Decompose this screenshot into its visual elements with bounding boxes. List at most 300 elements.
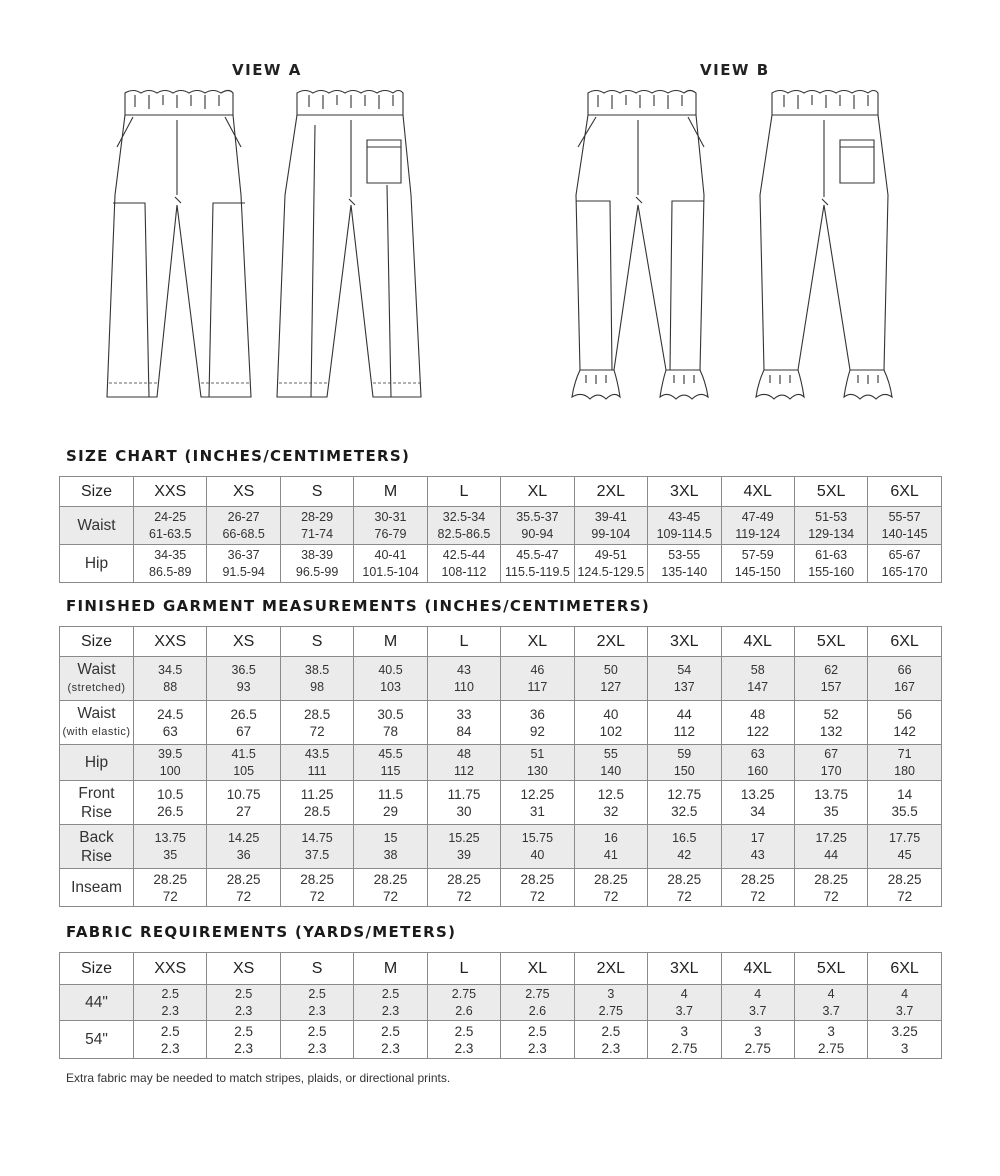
value-primary: 14 bbox=[897, 786, 913, 802]
value-secondary: 40 bbox=[530, 847, 545, 862]
value-cell bbox=[354, 701, 427, 745]
value-secondary: 78 bbox=[383, 723, 399, 739]
size-header-cell: 2XL bbox=[574, 477, 647, 507]
table-header-row bbox=[60, 627, 942, 657]
value-secondary: 122 bbox=[746, 723, 769, 739]
value-secondary: 100 bbox=[159, 763, 181, 778]
value-secondary: 101.5-104 bbox=[362, 564, 419, 579]
size-header-cell: XXS bbox=[134, 627, 207, 657]
value-primary: 17.75 bbox=[888, 830, 921, 845]
size-header-cell: XL bbox=[501, 477, 574, 507]
value-cell bbox=[134, 1021, 207, 1059]
value-secondary: 72 bbox=[383, 888, 399, 904]
row-label-sub: (with elastic) bbox=[62, 725, 131, 738]
value-primary: 24.5 bbox=[157, 706, 184, 722]
value-secondary: 119-124 bbox=[735, 526, 781, 541]
value-secondary: 72 bbox=[309, 723, 325, 739]
value-secondary: 2.75 bbox=[671, 1040, 698, 1056]
value-secondary: 82.5-86.5 bbox=[437, 526, 491, 541]
value-secondary: 112 bbox=[673, 723, 696, 739]
value-cell bbox=[794, 869, 867, 907]
value-primary: 12.5 bbox=[597, 786, 624, 802]
value-primary: 2.5 bbox=[308, 986, 326, 1001]
value-secondary: 35 bbox=[163, 847, 178, 862]
value-primary: 11.5 bbox=[377, 786, 404, 802]
value-cell bbox=[207, 985, 280, 1021]
value-cell bbox=[427, 1021, 500, 1059]
value-secondary: 31 bbox=[529, 803, 545, 819]
size-header-cell: 6XL bbox=[868, 627, 941, 657]
value-primary: 17 bbox=[750, 830, 765, 845]
value-primary: 2.5 bbox=[381, 986, 400, 1001]
value-secondary: 61-63.5 bbox=[149, 526, 192, 541]
table-header-row bbox=[60, 953, 942, 985]
value-primary: 61-63 bbox=[815, 547, 848, 562]
value-secondary: 44 bbox=[824, 847, 839, 862]
row-label-text: Rise bbox=[80, 803, 112, 821]
value-cell bbox=[574, 781, 647, 825]
value-primary: 3.25 bbox=[891, 1023, 918, 1039]
value-cell bbox=[280, 745, 353, 781]
value-primary: 2.5 bbox=[528, 1023, 547, 1039]
size-header-cell: 2XL bbox=[574, 627, 647, 657]
value-primary: 28.5 bbox=[303, 706, 331, 722]
value-secondary: 147 bbox=[747, 679, 769, 694]
value-secondary: 102 bbox=[599, 723, 623, 739]
value-cell bbox=[354, 1021, 427, 1059]
size-header-cell: XS bbox=[207, 627, 280, 657]
value-primary: 28.25 bbox=[667, 871, 702, 887]
view-b-front-illustration bbox=[566, 85, 714, 410]
view-b-title: VIEW B bbox=[700, 61, 770, 79]
value-secondary: 180 bbox=[894, 763, 916, 778]
value-secondary: 2.3 bbox=[308, 1003, 326, 1018]
value-cell bbox=[721, 745, 794, 781]
view-b-back-illustration bbox=[748, 85, 896, 410]
value-cell bbox=[868, 825, 941, 869]
size-header-cell: 5XL bbox=[794, 477, 867, 507]
value-cell bbox=[427, 657, 500, 701]
size-header-cell: XXS bbox=[134, 953, 207, 985]
value-cell bbox=[501, 1021, 574, 1059]
value-secondary: 66-68.5 bbox=[222, 526, 265, 541]
size-header-cell: 5XL bbox=[794, 953, 867, 985]
fabric-requirements-title: FABRIC REQUIREMENTS (YARDS/METERS) bbox=[66, 923, 457, 941]
size-header-cell: L bbox=[427, 627, 500, 657]
size-header-cell: M bbox=[354, 627, 427, 657]
value-cell bbox=[134, 701, 207, 745]
table-row bbox=[60, 545, 942, 583]
value-secondary: 110 bbox=[454, 679, 474, 694]
value-cell bbox=[280, 545, 353, 583]
value-cell bbox=[868, 1021, 941, 1059]
value-cell bbox=[574, 869, 647, 907]
value-primary: 2.5 bbox=[307, 1023, 327, 1039]
size-header-cell: S bbox=[280, 477, 353, 507]
value-secondary: 72 bbox=[897, 888, 913, 904]
value-cell bbox=[354, 869, 427, 907]
value-cell bbox=[794, 985, 867, 1021]
size-header-cell: 4XL bbox=[721, 627, 794, 657]
value-secondary: 111 bbox=[307, 763, 327, 778]
value-secondary: 135-140 bbox=[661, 564, 708, 579]
value-secondary: 2.3 bbox=[160, 1040, 180, 1056]
value-cell bbox=[134, 985, 207, 1021]
value-cell bbox=[427, 745, 500, 781]
value-primary: 16 bbox=[603, 830, 618, 845]
value-cell bbox=[501, 825, 574, 869]
value-cell bbox=[427, 545, 500, 583]
value-primary: 28.25 bbox=[887, 871, 922, 887]
table-row bbox=[60, 745, 942, 781]
value-primary: 57-59 bbox=[741, 547, 774, 562]
row-label-text: Hip bbox=[84, 754, 109, 771]
value-secondary: 34 bbox=[750, 803, 766, 819]
value-cell bbox=[280, 781, 353, 825]
value-primary: 47-49 bbox=[741, 509, 774, 524]
value-cell bbox=[354, 507, 427, 545]
value-primary: 40 bbox=[603, 706, 619, 722]
value-secondary: 41 bbox=[603, 847, 618, 862]
row-label bbox=[60, 657, 134, 701]
value-cell bbox=[648, 545, 721, 583]
value-primary: 15.25 bbox=[448, 830, 480, 845]
value-cell bbox=[134, 545, 207, 583]
size-header-cell: S bbox=[280, 627, 353, 657]
value-primary: 65-67 bbox=[888, 547, 921, 562]
size-header-label: Size bbox=[60, 477, 134, 507]
size-header-cell: L bbox=[427, 953, 500, 985]
value-primary: 52 bbox=[823, 706, 839, 722]
view-a-back-illustration bbox=[275, 85, 423, 400]
size-header-cell: XL bbox=[501, 627, 574, 657]
value-secondary: 72 bbox=[750, 888, 766, 904]
value-cell bbox=[280, 1021, 353, 1059]
value-primary: 55-57 bbox=[888, 509, 921, 524]
value-secondary: 2.6 bbox=[455, 1003, 473, 1018]
finished-measurements-title: FINISHED GARMENT MEASUREMENTS (INCHES/CENTIMETERS) bbox=[66, 597, 651, 615]
value-primary: 28.25 bbox=[593, 871, 628, 887]
value-cell bbox=[868, 545, 941, 583]
row-label-text: Waist bbox=[77, 704, 116, 722]
row-label bbox=[60, 781, 134, 825]
value-cell bbox=[574, 1021, 647, 1059]
value-cell bbox=[280, 825, 353, 869]
size-header-cell: L bbox=[427, 477, 500, 507]
row-label-text: Waist bbox=[77, 660, 116, 678]
value-cell bbox=[794, 507, 867, 545]
row-label bbox=[60, 985, 134, 1021]
value-secondary: 3.7 bbox=[895, 1003, 914, 1018]
value-secondary: 91.5-94 bbox=[222, 564, 265, 579]
value-primary: 2.5 bbox=[160, 1023, 180, 1039]
value-secondary: 129-134 bbox=[808, 526, 855, 541]
table-row bbox=[60, 781, 942, 825]
value-secondary: 96.5-99 bbox=[295, 564, 339, 579]
value-cell bbox=[280, 869, 353, 907]
value-secondary: 72 bbox=[309, 888, 325, 904]
value-primary: 4 bbox=[754, 986, 762, 1001]
value-primary: 30-31 bbox=[374, 509, 407, 524]
value-secondary: 167 bbox=[894, 679, 916, 694]
value-primary: 3 bbox=[753, 1023, 762, 1039]
value-secondary: 39 bbox=[457, 847, 471, 862]
row-label-text: Back bbox=[79, 828, 114, 846]
value-primary: 12.25 bbox=[520, 786, 555, 802]
value-secondary: 99-104 bbox=[591, 526, 631, 541]
finished-measurements-table bbox=[59, 626, 942, 907]
value-secondary: 72 bbox=[676, 888, 692, 904]
row-label-text: Rise bbox=[80, 847, 112, 865]
value-cell bbox=[134, 869, 207, 907]
value-primary: 41.5 bbox=[231, 746, 256, 761]
value-cell bbox=[721, 701, 794, 745]
value-secondary: 27 bbox=[236, 803, 252, 819]
table-row bbox=[60, 657, 942, 701]
value-primary: 2.5 bbox=[161, 986, 179, 1001]
value-primary: 16.5 bbox=[672, 830, 697, 845]
value-secondary: 26.5 bbox=[157, 803, 184, 819]
value-secondary: 72 bbox=[456, 888, 472, 904]
value-primary: 24-25 bbox=[154, 509, 187, 524]
value-primary: 4 bbox=[827, 986, 835, 1001]
value-cell bbox=[427, 701, 500, 745]
value-cell bbox=[648, 825, 721, 869]
value-primary: 28.25 bbox=[814, 871, 849, 887]
value-secondary: 140 bbox=[600, 763, 622, 778]
value-primary: 28.25 bbox=[520, 871, 555, 887]
value-cell bbox=[427, 507, 500, 545]
fabric-note: Extra fabric may be needed to match stripes, plaids, or directional prints. bbox=[66, 1071, 451, 1085]
value-secondary: 160 bbox=[747, 763, 769, 778]
value-cell bbox=[868, 745, 941, 781]
value-cell bbox=[794, 657, 867, 701]
value-cell bbox=[134, 507, 207, 545]
value-secondary: 32.5 bbox=[671, 803, 698, 819]
size-header-cell: 4XL bbox=[721, 477, 794, 507]
value-primary: 45.5-47 bbox=[516, 547, 559, 562]
value-secondary: 130 bbox=[526, 763, 548, 778]
value-secondary: 170 bbox=[820, 763, 842, 778]
value-primary: 3 bbox=[680, 1023, 689, 1039]
value-cell bbox=[207, 869, 280, 907]
value-primary: 56 bbox=[897, 706, 913, 722]
view-a-title: VIEW A bbox=[232, 61, 302, 79]
value-cell bbox=[794, 701, 867, 745]
value-secondary: 2.6 bbox=[528, 1003, 547, 1018]
value-cell bbox=[721, 657, 794, 701]
size-header-cell: 6XL bbox=[868, 477, 941, 507]
fabric-requirements-table bbox=[59, 952, 942, 1059]
value-secondary: 2.3 bbox=[234, 1040, 254, 1056]
value-cell bbox=[574, 985, 647, 1021]
row-label bbox=[60, 1021, 134, 1059]
value-cell bbox=[354, 825, 427, 869]
value-secondary: 2.3 bbox=[528, 1040, 547, 1056]
value-primary: 40-41 bbox=[374, 547, 407, 562]
value-cell bbox=[648, 701, 721, 745]
value-secondary: 2.3 bbox=[234, 1003, 253, 1018]
value-secondary: 2.3 bbox=[601, 1040, 621, 1056]
value-cell bbox=[207, 745, 280, 781]
value-primary: 15.75 bbox=[521, 830, 554, 845]
size-chart-title: SIZE CHART (INCHES/CENTIMETERS) bbox=[66, 447, 411, 465]
value-secondary: 115 bbox=[380, 763, 401, 778]
value-primary: 2.5 bbox=[601, 1023, 621, 1039]
value-cell bbox=[868, 781, 941, 825]
value-primary: 48 bbox=[457, 746, 471, 761]
value-secondary: 72 bbox=[236, 888, 252, 904]
table-row bbox=[60, 825, 942, 869]
value-secondary: 32 bbox=[603, 803, 619, 819]
size-header-label: Size bbox=[60, 627, 134, 657]
value-secondary: 2.3 bbox=[381, 1040, 400, 1056]
value-secondary: 90-94 bbox=[521, 526, 554, 541]
size-header-label: Size bbox=[60, 953, 134, 985]
value-secondary: 155-160 bbox=[808, 564, 855, 579]
value-cell bbox=[501, 507, 574, 545]
value-cell bbox=[134, 825, 207, 869]
value-secondary: 37.5 bbox=[304, 847, 330, 862]
size-header-cell: XL bbox=[501, 953, 574, 985]
value-cell bbox=[574, 701, 647, 745]
value-primary: 11.75 bbox=[447, 786, 481, 802]
value-primary: 11.25 bbox=[300, 786, 334, 802]
row-label bbox=[60, 701, 134, 745]
value-primary: 45.5 bbox=[378, 746, 403, 761]
value-primary: 28.25 bbox=[373, 871, 408, 887]
value-cell bbox=[868, 701, 941, 745]
value-primary: 2.5 bbox=[234, 986, 253, 1001]
value-secondary: 98 bbox=[310, 679, 325, 694]
value-secondary: 132 bbox=[819, 723, 843, 739]
value-secondary: 38 bbox=[383, 847, 398, 862]
value-secondary: 35 bbox=[823, 803, 839, 819]
value-cell bbox=[574, 745, 647, 781]
value-primary: 67 bbox=[824, 746, 839, 761]
value-primary: 66 bbox=[897, 662, 912, 677]
value-secondary: 2.75 bbox=[818, 1040, 845, 1056]
size-header-cell: 2XL bbox=[574, 953, 647, 985]
value-primary: 40.5 bbox=[378, 662, 403, 677]
row-label bbox=[60, 507, 134, 545]
value-cell bbox=[427, 985, 500, 1021]
size-chart-table bbox=[59, 476, 942, 583]
value-primary: 12.75 bbox=[667, 786, 702, 802]
value-secondary: 150 bbox=[673, 763, 695, 778]
table-header-row bbox=[60, 477, 942, 507]
value-primary: 62 bbox=[824, 662, 839, 677]
value-primary: 13.75 bbox=[814, 786, 849, 802]
size-header-cell: 5XL bbox=[794, 627, 867, 657]
value-primary: 53-55 bbox=[668, 547, 701, 562]
value-cell bbox=[648, 781, 721, 825]
value-cell bbox=[794, 1021, 867, 1059]
table-row bbox=[60, 507, 942, 545]
value-cell bbox=[794, 745, 867, 781]
value-primary: 30.5 bbox=[377, 706, 404, 722]
value-cell bbox=[794, 545, 867, 583]
value-primary: 15 bbox=[383, 830, 398, 845]
value-secondary: 109-114.5 bbox=[656, 526, 712, 541]
value-cell bbox=[868, 869, 941, 907]
row-label bbox=[60, 825, 134, 869]
value-cell bbox=[574, 507, 647, 545]
value-primary: 28.25 bbox=[300, 871, 334, 887]
value-primary: 13.75 bbox=[154, 830, 186, 845]
value-primary: 34-35 bbox=[154, 547, 187, 562]
value-cell bbox=[648, 869, 721, 907]
value-secondary: 3.7 bbox=[675, 1003, 693, 1018]
value-cell bbox=[427, 781, 500, 825]
value-primary: 71 bbox=[897, 746, 912, 761]
value-secondary: 157 bbox=[820, 679, 842, 694]
value-secondary: 3.7 bbox=[822, 1003, 840, 1018]
value-cell bbox=[134, 745, 207, 781]
value-primary: 4 bbox=[680, 986, 688, 1001]
value-cell bbox=[207, 507, 280, 545]
value-primary: 51-53 bbox=[815, 509, 848, 524]
size-header-cell: 3XL bbox=[648, 953, 721, 985]
value-secondary: 142 bbox=[893, 723, 916, 739]
value-cell bbox=[721, 825, 794, 869]
value-cell bbox=[648, 507, 721, 545]
value-primary: 59 bbox=[677, 746, 692, 761]
value-primary: 36.5 bbox=[231, 662, 256, 677]
value-primary: 43 bbox=[457, 662, 471, 677]
row-label bbox=[60, 869, 134, 907]
view-a-front-illustration bbox=[105, 85, 253, 400]
value-cell bbox=[501, 545, 574, 583]
value-primary: 36-37 bbox=[227, 547, 260, 562]
size-header-cell: 4XL bbox=[721, 953, 794, 985]
value-cell bbox=[207, 545, 280, 583]
value-primary: 63 bbox=[750, 746, 765, 761]
value-primary: 35.5-37 bbox=[516, 509, 559, 524]
value-cell bbox=[280, 985, 353, 1021]
value-cell bbox=[207, 701, 280, 745]
value-primary: 46 bbox=[530, 662, 545, 677]
value-secondary: 30 bbox=[456, 803, 472, 819]
value-primary: 26-27 bbox=[227, 509, 260, 524]
value-secondary: 112 bbox=[454, 763, 474, 778]
value-cell bbox=[354, 745, 427, 781]
value-primary: 3 bbox=[607, 986, 615, 1001]
value-cell bbox=[354, 657, 427, 701]
value-primary: 2.75 bbox=[451, 986, 477, 1001]
value-cell bbox=[721, 545, 794, 583]
value-primary: 3 bbox=[827, 1023, 835, 1039]
value-secondary: 92 bbox=[529, 723, 545, 739]
value-primary: 17.25 bbox=[815, 830, 847, 845]
value-primary: 28-29 bbox=[301, 509, 334, 524]
value-secondary: 93 bbox=[236, 679, 251, 694]
value-cell bbox=[354, 985, 427, 1021]
value-secondary: 2.3 bbox=[454, 1040, 474, 1056]
value-cell bbox=[501, 869, 574, 907]
value-cell bbox=[868, 985, 941, 1021]
value-primary: 36 bbox=[529, 706, 545, 722]
value-primary: 26.5 bbox=[230, 706, 257, 722]
value-secondary: 117 bbox=[527, 679, 548, 694]
value-secondary: 2.75 bbox=[744, 1040, 771, 1056]
value-primary: 34.5 bbox=[158, 662, 183, 677]
value-primary: 28.25 bbox=[740, 871, 775, 887]
value-cell bbox=[648, 1021, 721, 1059]
value-primary: 14.75 bbox=[301, 830, 333, 845]
value-secondary: 2.3 bbox=[307, 1040, 327, 1056]
value-secondary: 127 bbox=[600, 679, 622, 694]
